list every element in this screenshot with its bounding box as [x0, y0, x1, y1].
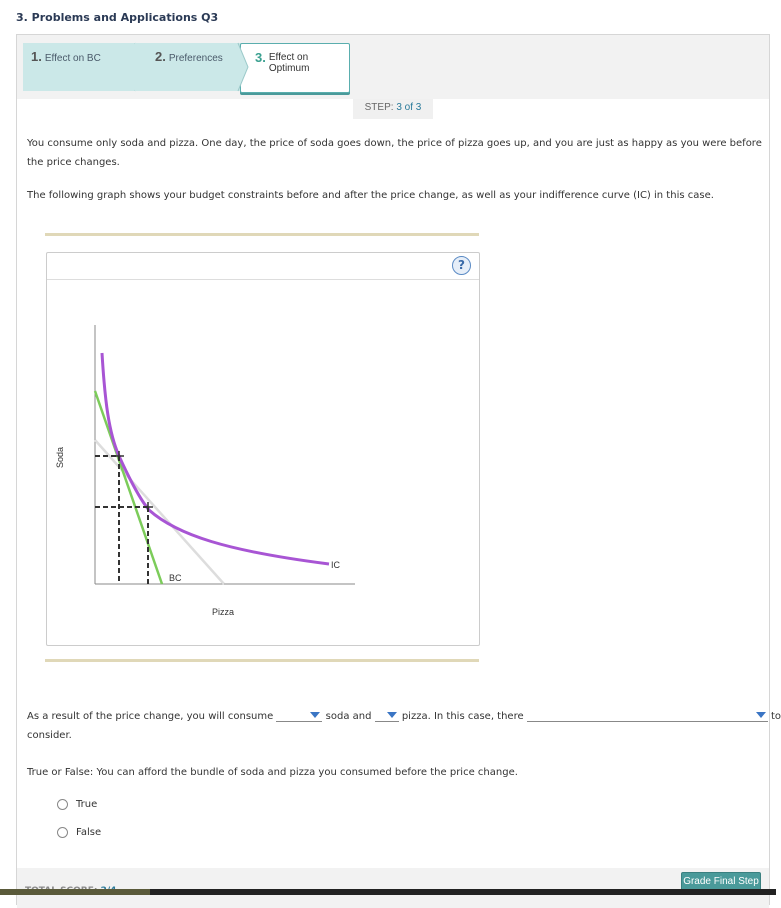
- radio-false[interactable]: [57, 827, 101, 838]
- x-axis-label: Pizza: [212, 607, 235, 617]
- radio-circle-icon: [57, 827, 68, 838]
- step-number: 2.: [155, 49, 166, 64]
- divider: [45, 659, 479, 662]
- grade-final-step-button[interactable]: Grade Final Step: [681, 872, 761, 892]
- divider: [45, 233, 479, 236]
- step-label: Preferences: [168, 53, 223, 64]
- bottom-bar: [0, 889, 776, 895]
- question-2: True or False: You can afford the bundle of soda and pizza you consumed before the price change.: [27, 767, 518, 778]
- y-axis-label: Soda: [55, 446, 65, 468]
- question-1-continued: consider.: [27, 730, 72, 741]
- step-label: Effect on Optimum: [268, 52, 310, 74]
- graph-canvas: [47, 253, 479, 645]
- radio-circle-icon: [57, 799, 68, 810]
- indifference-curve[interactable]: [102, 353, 329, 564]
- ic-label: IC: [331, 560, 340, 570]
- dropdown-arrow-icon: [310, 712, 320, 718]
- radio-label: False: [76, 827, 102, 838]
- prompt-paragraph-2: The following graph shows your budget constraints before and after the price change, as well as your indifference curve (IC) in this case.: [27, 190, 714, 201]
- bc-label: BC: [169, 573, 182, 583]
- chevron-right-icon: [232, 43, 248, 91]
- radio-true[interactable]: [57, 799, 97, 810]
- help-icon[interactable]: ?: [452, 256, 471, 275]
- step-bar: [17, 35, 769, 99]
- step-label: Effect on BC: [44, 53, 101, 64]
- graph-container: [46, 252, 480, 646]
- tab-effect-on-optimum[interactable]: [240, 43, 350, 93]
- problem-frame: [16, 34, 781, 905]
- step-number: 1.: [31, 49, 42, 64]
- old-budget-constraint[interactable]: [95, 440, 224, 584]
- step-indicator: STEP: 3 of 3: [353, 99, 433, 119]
- footer-bar: [17, 868, 769, 908]
- radio-label: True: [76, 799, 98, 810]
- new-budget-constraint[interactable]: [95, 391, 162, 584]
- explanation-dropdown[interactable]: [527, 710, 768, 722]
- page-title: 3. Problems and Applications Q3: [16, 11, 219, 24]
- dropdown-arrow-icon: [756, 712, 766, 718]
- step-tabs: [23, 43, 348, 91]
- step-number: 3.: [255, 50, 266, 65]
- dropdown-arrow-icon: [387, 712, 397, 718]
- pizza-change-dropdown[interactable]: [375, 710, 399, 722]
- prompt-paragraph-1: You consume only soda and pizza. One day, the price of soda goes down, the price of pizza goes up, and you are just as happy as you were before the price changes.: [27, 138, 762, 168]
- question-1: As a result of the price change, you will consume soda and pizza. In this case, there to: [27, 711, 781, 722]
- soda-change-dropdown[interactable]: [276, 710, 322, 722]
